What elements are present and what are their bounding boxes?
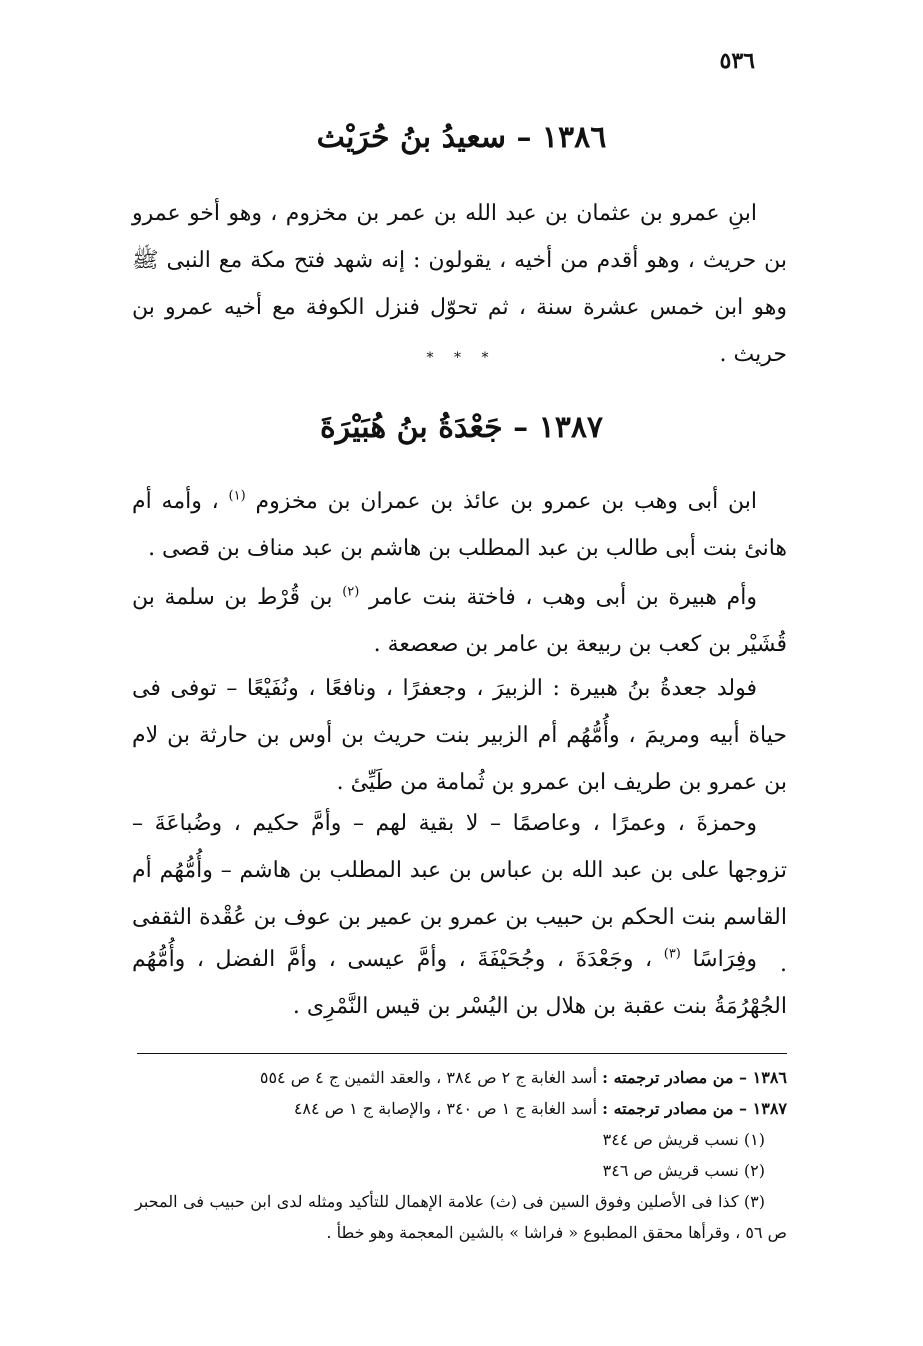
paragraph-text: بن قُرْط بن سلمة بن قُشَيْر بن كعب بن ربيعة بن عامر بن صعصعة . xyxy=(132,585,787,657)
footnote-ref-1: (١) xyxy=(228,488,246,504)
footnote-ref-2: (٢) xyxy=(342,584,360,600)
entry-1387-paragraph-1 xyxy=(132,478,787,572)
paragraph-text: وفِرَاسًا xyxy=(692,947,757,972)
footnote-2 xyxy=(135,1155,787,1186)
footnote-divider xyxy=(137,1053,787,1054)
page-number: ٥٣٦ xyxy=(719,48,755,74)
footnote-text: (٢) نسب قريش ص ٣٤٦ xyxy=(602,1161,765,1180)
source-note-heading: ١٣٨٧ – من مصادر ترجمته : xyxy=(602,1099,787,1118)
section-separator: * * * xyxy=(426,350,497,366)
entry-title-1387: ١٣٨٧ – جَعْدَةُ بنُ هُبَيْرَةَ xyxy=(319,410,604,445)
footnote-text: (٣) كذا فى الأصلين وفوق السين فى (ث) علامة الإهمال للتأكيد ومثله لدى ابن حبيب فى المحبر ص ٥٦ ، وقرأها محقق المطبوع « فراشا » بالشين المعجمة وهو خطأ . xyxy=(135,1192,787,1242)
source-note-text: أسد الغابة ج ١ ص ٣٤٠ ، والإصابة ج ١ ص ٤٨٤ xyxy=(293,1099,598,1118)
footnotes xyxy=(135,1062,787,1248)
entry-1387-paragraph-5 xyxy=(132,936,787,1030)
entry-title-1386: ١٣٨٦ – سعيدُ بنُ حُرَيْث xyxy=(316,120,607,155)
footnote-1 xyxy=(135,1124,787,1155)
paragraph-text: فولد جعدةُ بنُ هبيرة : الزبيرَ ، وجعفرًا ، ونافعًا ، ونُفَيْعًا – توفى فى حياة أبيه ومريمَ ، وأُمُّهُم أم الزبير بنت حريث بن أوس بن حارثة بن لام بن عمرو بن طريف ابن عمرو بن ثُمامة من طَيِّئ . xyxy=(132,676,787,795)
paragraph-text: ، وأمه أم هانئ بنت أبى طالب بن عبد المطلب بن هاشم بن عبد مناف بن قصى . xyxy=(132,489,787,561)
paragraph-text: ، وجَعْدَةَ ، وجُحَيْفَةَ ، وأمَّ عيسى ، وأمَّ الفضل ، وأُمُّهُم الجُهْرُمَةُ بنت عقبة بن هلال بن اليُسْر بن قيس النَّمْرِى . xyxy=(132,947,787,1019)
paragraph-text: ابن أبى وهب بن عمرو بن عائذ بن عمران بن مخزوم xyxy=(255,489,757,514)
paragraph-text: وأم هبيرة بن أبى وهب ، فاختة بنت عامر xyxy=(369,585,757,610)
footnote-3 xyxy=(135,1186,787,1248)
source-note-text: أسد الغابة ج ٢ ص ٣٨٤ ، والعقد الثمين ج ٤ ص ٥٥٤ xyxy=(259,1068,598,1087)
footnote-text: (١) نسب قريش ص ٣٤٤ xyxy=(602,1130,765,1149)
entry-1387-paragraph-2 xyxy=(132,574,787,668)
footnote-ref-3: (٣) xyxy=(663,946,681,962)
source-note-heading: ١٣٨٦ – من مصادر ترجمته : xyxy=(602,1068,787,1087)
source-note-1387 xyxy=(135,1093,787,1124)
entry-1386-text: ابنِ عمرو بن عثمان بن عبد الله بن عمر بن مخزوم ، وهو أخو عمرو بن حريث ، وهو أقدم من أخيه ، يقولون : إنه شهد فتح مكة مع النبى ﷺ وهو ابن خمس عشرة سنة ، ثم تحوّل فنزل الكوفة مع أخيه عمرو بن حريث . xyxy=(132,201,787,367)
entry-1387-paragraph-3 xyxy=(132,665,787,806)
paragraph-text: وحمزةَ ، وعمرًا ، وعاصمًا – لا بقية لهم – وأمَّ حكيم ، وضُباعَةَ – تزوجها على بن عبد الله بن عباس بن عبد المطلب بن هاشم – وأُمُّهُم أم القاسم بنت الحكم بن حبيب بن عمرو بن عمير بن عوف بن عُقْدة الثقفى . xyxy=(132,811,787,977)
source-note-1386 xyxy=(135,1062,787,1093)
